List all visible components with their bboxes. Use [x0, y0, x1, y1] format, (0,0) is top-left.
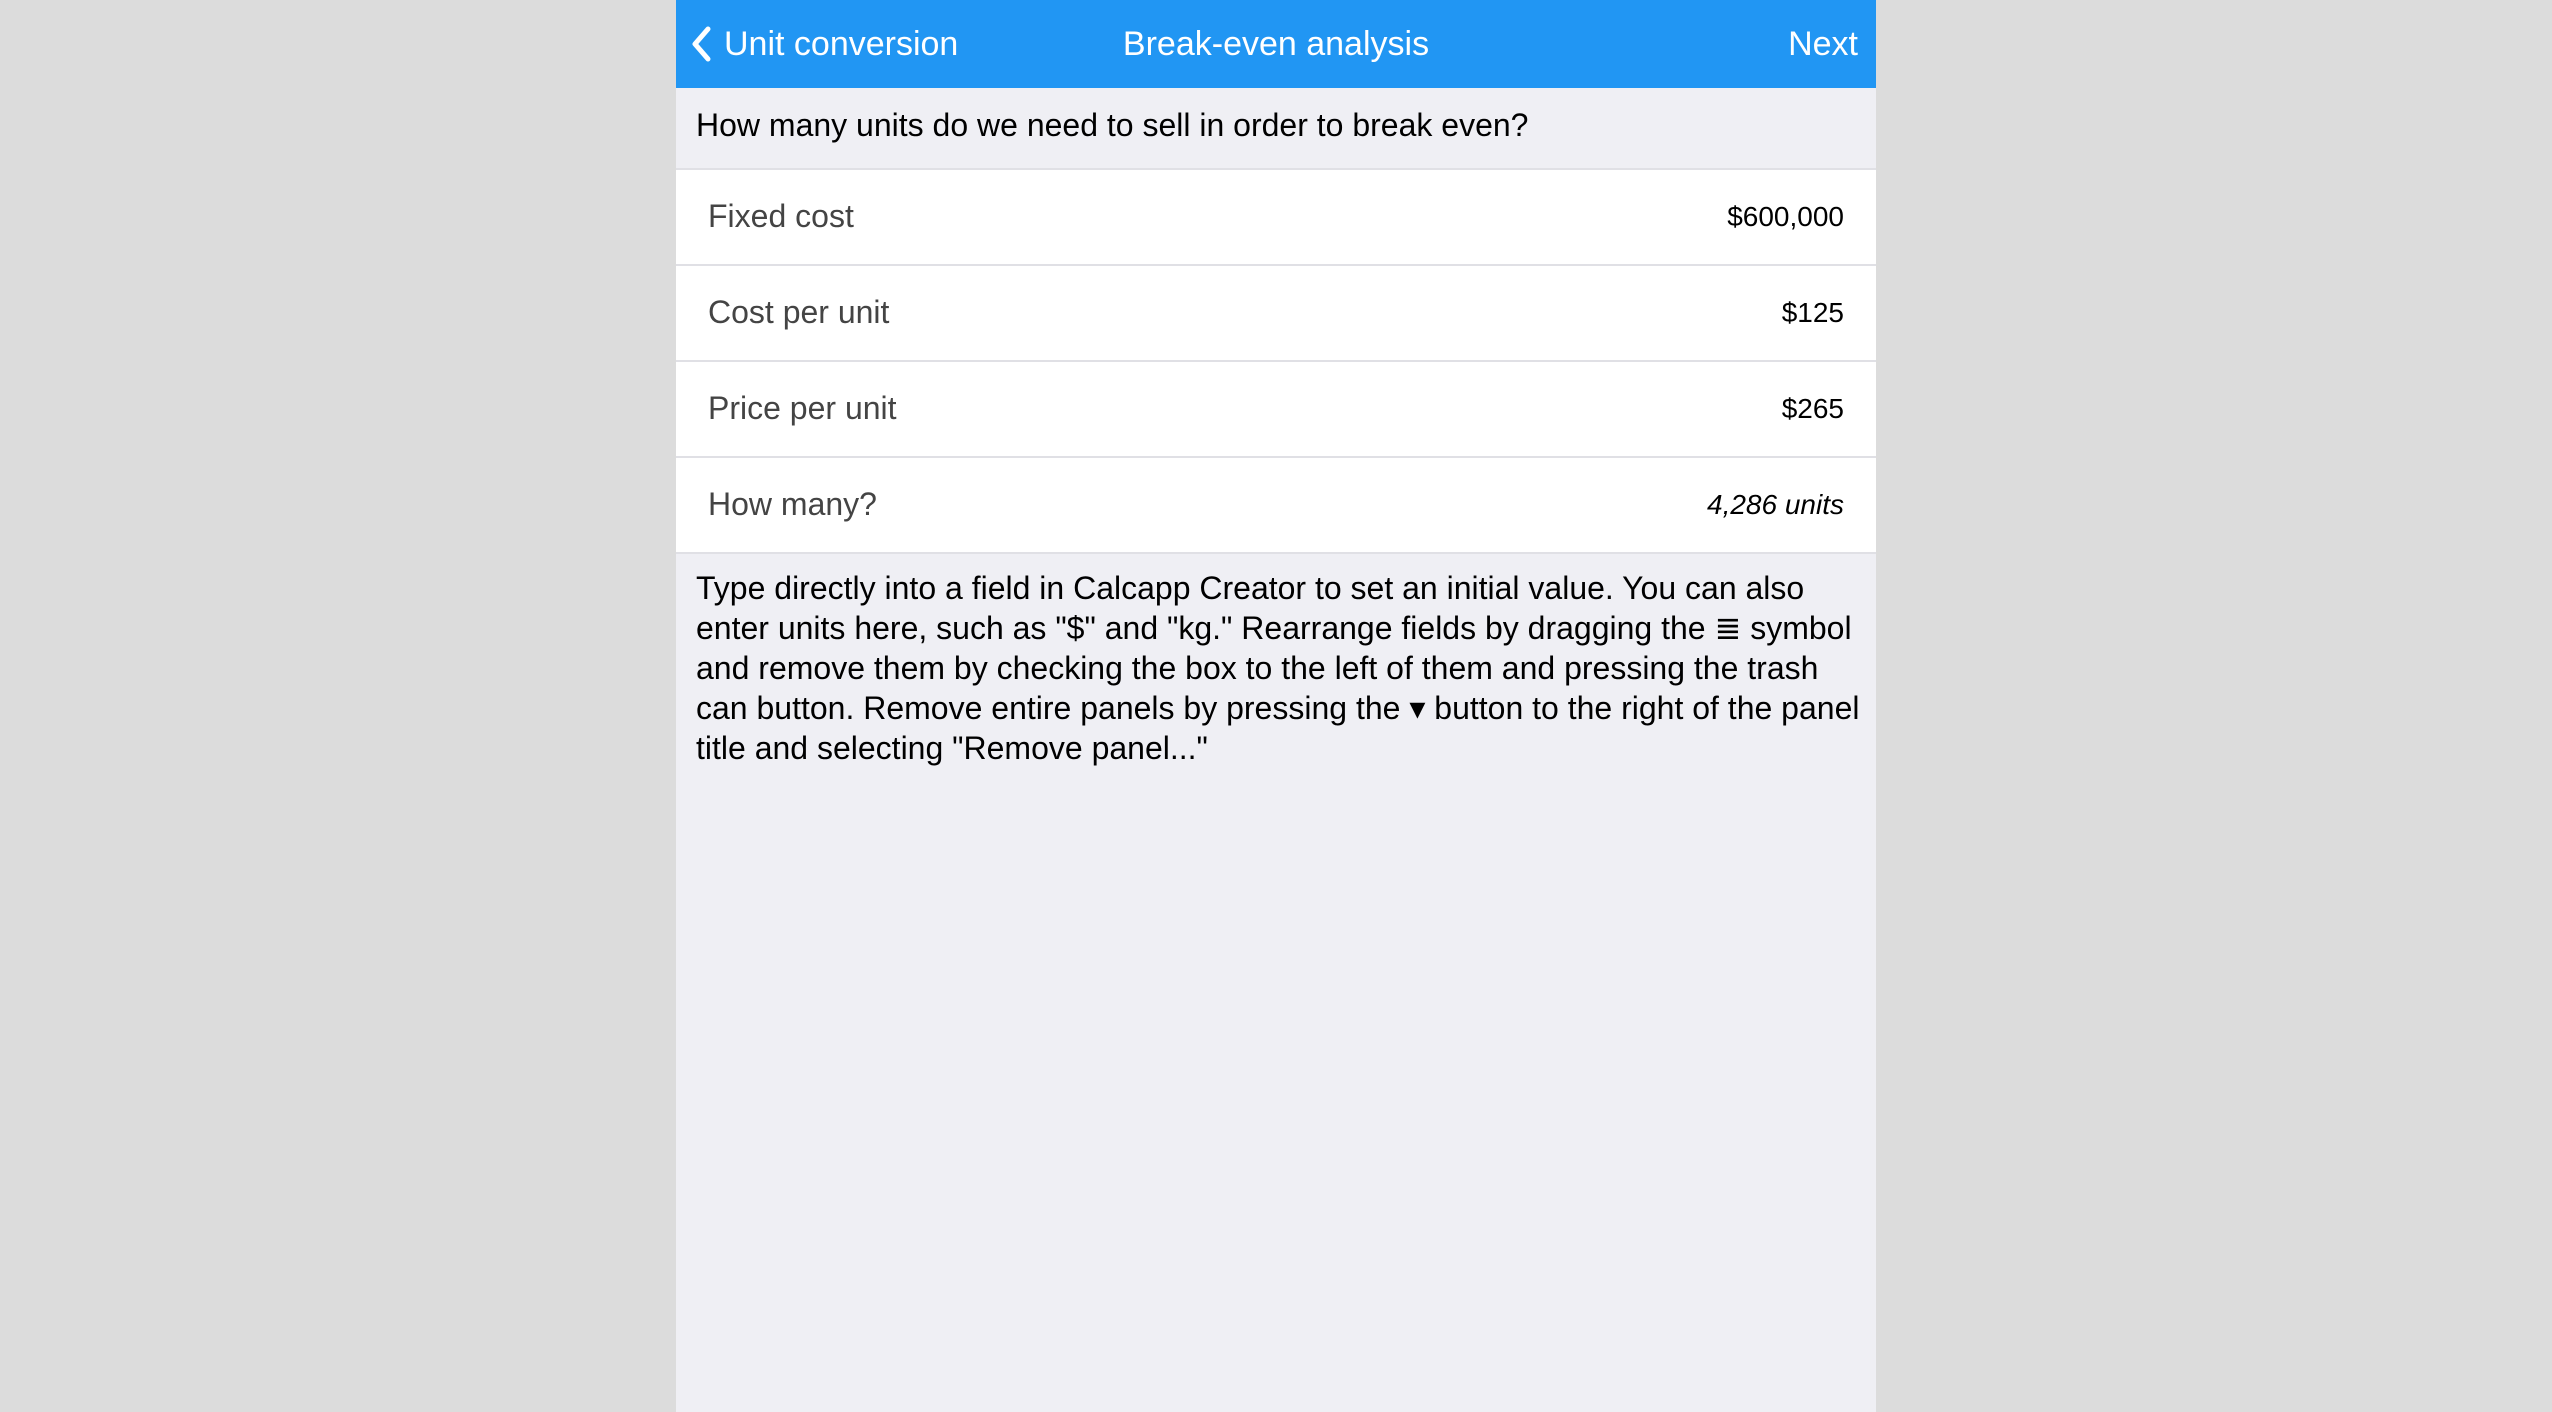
navigation-bar — [676, 0, 1876, 88]
app-screen — [676, 0, 1876, 1412]
field-row-how-many — [676, 458, 1876, 554]
field-row-price-per-unit[interactable] — [676, 362, 1876, 458]
field-row-cost-per-unit[interactable] — [676, 266, 1876, 362]
field-label-price-per-unit: Price per unit — [708, 390, 897, 426]
field-input-price-per-unit[interactable]: $265 — [1781, 393, 1844, 424]
field-label-how-many: How many? — [708, 486, 877, 522]
next-button[interactable]: Next — [1788, 25, 1858, 63]
field-label-cost-per-unit: Cost per unit — [708, 294, 890, 330]
back-button[interactable] — [690, 0, 958, 88]
field-list — [676, 168, 1876, 554]
chevron-left-icon — [690, 24, 714, 64]
field-input-fixed-cost[interactable]: $600,000 — [1727, 201, 1844, 232]
field-row-fixed-cost[interactable] — [676, 170, 1876, 266]
back-button-label: Unit conversion — [724, 24, 959, 63]
help-text: Type directly into a field in Calcapp Creator to set an initial value. You can also enter units here, such as "$" and "kg." Rearrange fields by dragging the ≣ symbol and remove them by checking the box to the left of them and pressing the trash can button. Remove entire panels by pressing the ▾ button to the right of the panel title and selecting "Remove panel..." — [696, 570, 1860, 766]
field-input-cost-per-unit[interactable]: $125 — [1781, 297, 1844, 328]
panel-title: How many units do we need to sell in order to break even? — [696, 107, 1529, 143]
field-output-how-many: 4,286 units — [1707, 489, 1844, 520]
page-title: Break-even analysis — [1122, 25, 1430, 63]
field-label-fixed-cost: Fixed cost — [708, 198, 854, 234]
